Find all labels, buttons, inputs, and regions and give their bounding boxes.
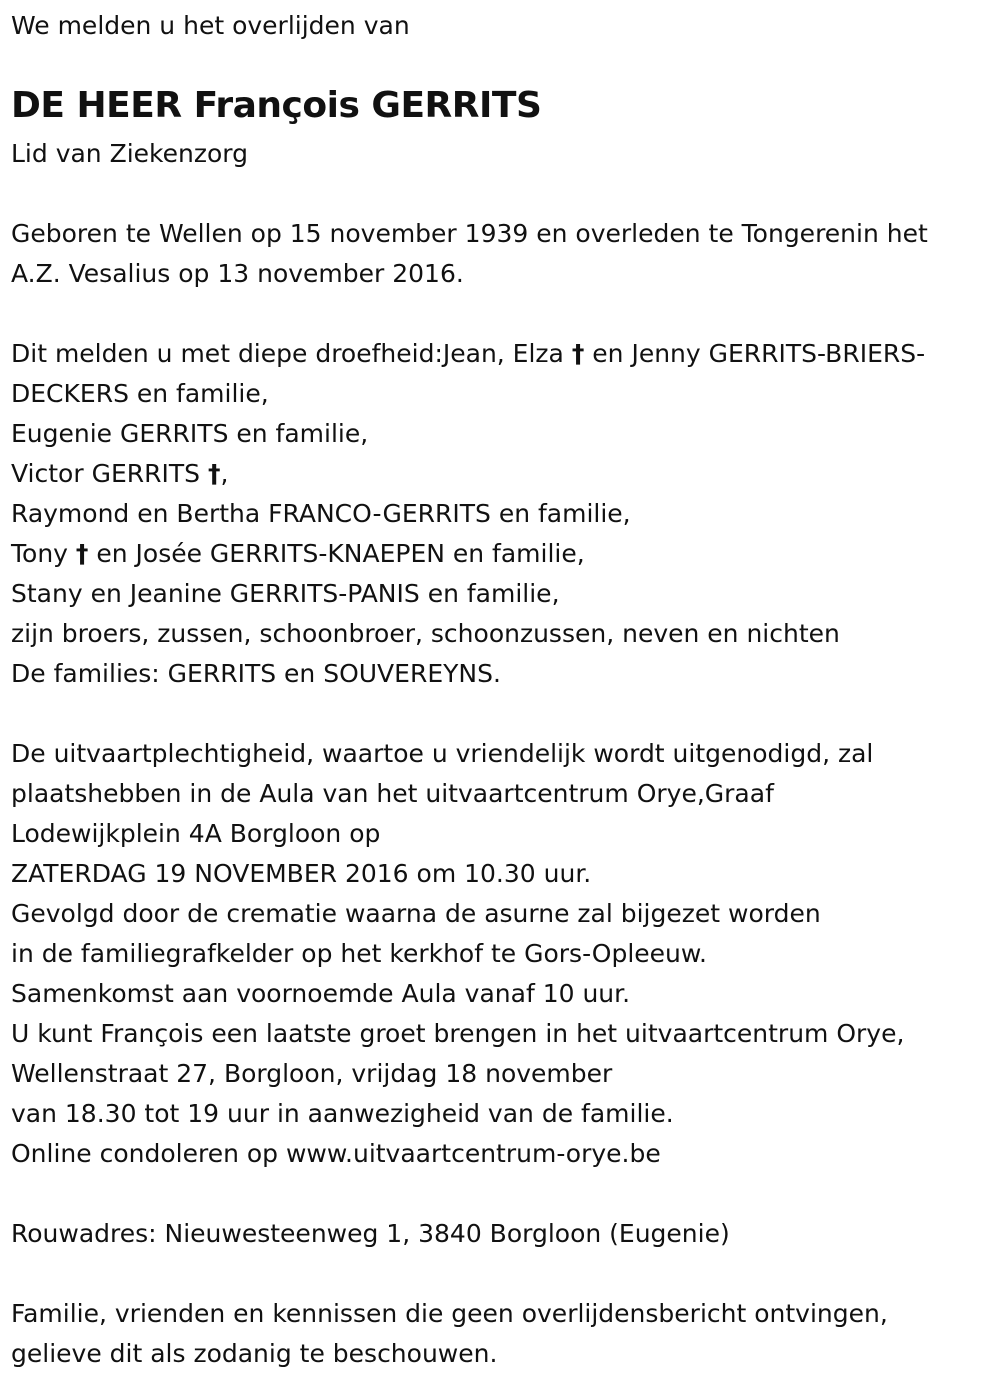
family-line-9: De families: GERRITS en SOUVEREYNS. bbox=[11, 659, 501, 688]
family-line-5: Raymond en Bertha FRANCO-GERRITS en familie, bbox=[11, 499, 631, 528]
ceremony-line-4: ZATERDAG 19 NOVEMBER 2016 om 10.30 uur. bbox=[11, 859, 592, 888]
mourning-address: Rouwadres: Nieuwesteenweg 1, 3840 Borgloon (Eugenie) bbox=[11, 1219, 730, 1248]
closing-block bbox=[11, 1294, 888, 1374]
cross-icon: † bbox=[207, 459, 221, 488]
subtitle-block bbox=[11, 134, 248, 174]
family-line-1-text-a: Dit melden u met diepe droefheid:Jean, Elza bbox=[11, 339, 572, 368]
ceremony-line-9: Wellenstraat 27, Borgloon, vrijdag 18 november bbox=[11, 1059, 613, 1088]
ceremony-line-5: Gevolgd door de crematie waarna de asurne zal bijgezet worden bbox=[11, 899, 821, 928]
address-block bbox=[11, 1214, 730, 1254]
ceremony-line-7: Samenkomst aan voornoemde Aula vanaf 10 uur. bbox=[11, 979, 631, 1008]
family-line-6-text-b: en Josée GERRITS-KNAEPEN en familie, bbox=[88, 539, 585, 568]
ceremony-line-3: Lodewijkplein 4A Borgloon op bbox=[11, 819, 381, 848]
ceremony-line-8: U kunt François een laatste groet brengen in het uitvaartcentrum Orye, bbox=[11, 1019, 905, 1048]
membership-line: Lid van Ziekenzorg bbox=[11, 139, 248, 168]
birth-death-block bbox=[11, 214, 928, 294]
family-line-6 bbox=[11, 534, 925, 574]
family-line-7: Stany en Jeanine GERRITS-PANIS en familie, bbox=[11, 579, 560, 608]
family-line-2: DECKERS en familie, bbox=[11, 379, 269, 408]
family-line-1-text-b: en Jenny GERRITS-BRIERS- bbox=[584, 339, 926, 368]
intro-line: We melden u het overlijden van bbox=[11, 11, 410, 40]
ceremony-line-6: in de familiegrafkelder op het kerkhof te Gors-Opleeuw. bbox=[11, 939, 707, 968]
birth-line-2: A.Z. Vesalius op 13 november 2016. bbox=[11, 259, 464, 288]
deceased-name: DE HEER François GERRITS bbox=[11, 85, 542, 126]
family-line-4-text-a: Victor GERRITS bbox=[11, 459, 208, 488]
family-line-3: Eugenie GERRITS en familie, bbox=[11, 419, 369, 448]
cross-icon: † bbox=[75, 539, 89, 568]
family-block bbox=[11, 334, 925, 694]
ceremony-line-2: plaatshebben in de Aula van het uitvaartcentrum Orye,Graaf bbox=[11, 779, 774, 808]
ceremony-block bbox=[11, 734, 904, 1174]
family-line-6-text-a: Tony bbox=[11, 539, 76, 568]
birth-line-1: Geboren te Wellen op 15 november 1939 en overleden te Tongerenin het bbox=[11, 219, 928, 248]
ceremony-line-10: van 18.30 tot 19 uur in aanwezigheid van de familie. bbox=[11, 1099, 674, 1128]
cross-icon: † bbox=[571, 339, 585, 368]
ceremony-line-11: Online condoleren op www.uitvaartcentrum-orye.be bbox=[11, 1139, 661, 1168]
family-line-4 bbox=[11, 454, 925, 494]
closing-line-1: Familie, vrienden en kennissen die geen overlijdensbericht ontvingen, bbox=[11, 1299, 888, 1328]
closing-line-2: gelieve dit als zodanig te beschouwen. bbox=[11, 1339, 498, 1368]
family-line-4-text-b: , bbox=[220, 459, 229, 488]
family-line-8: zijn broers, zussen, schoonbroer, schoonzussen, neven en nichten bbox=[11, 619, 840, 648]
family-line-1 bbox=[11, 334, 925, 374]
ceremony-line-1: De uitvaartplechtigheid, waartoe u vriendelijk wordt uitgenodigd, zal bbox=[11, 739, 874, 768]
